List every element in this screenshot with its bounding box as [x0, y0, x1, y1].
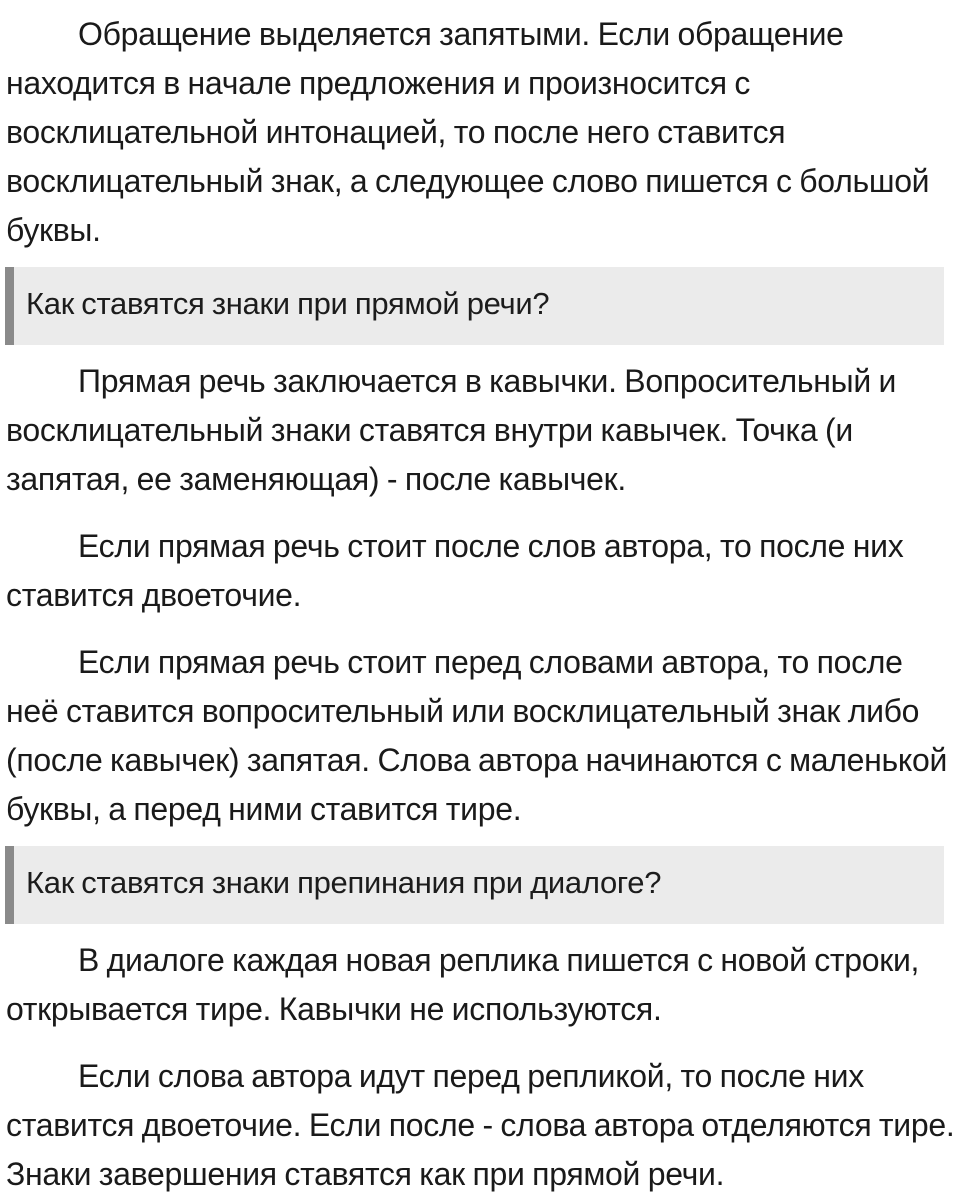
paragraph-dialogue-lines: В диалоге каждая новая реплика пишется с новой строки, открывается тире. Кавычки не используются. [6, 942, 920, 1027]
paragraph-direct-speech-before-author: Если прямая речь стоит перед словами автора, то после неё ставится вопросительный или восклицательный знак либо (после кавычек) запятая. Слова автора начинаются с маленькой буквы, а перед ними ставится тире. [6, 644, 948, 827]
paragraph-direct-speech-quotes: Прямая речь заключается в кавычки. Вопросительный и восклицательный знаки ставятся внутри кавычек. Точка (и запятая, ее заменяющая) - после кавычек. [6, 363, 897, 497]
section-heading-dialogue [5, 846, 944, 924]
paragraph-dialogue-author-words: Если слова автора идут перед репликой, то после них ставится двоеточие. Если после - слова автора отделяются тире. Знаки завершения ставятся как при прямой речи. [6, 1058, 955, 1192]
section-heading-text: Как ставятся знаки препинания при диалоге? [26, 865, 662, 900]
section-heading-direct-speech [5, 267, 944, 345]
spacer [6, 255, 960, 267]
paragraph-address-punctuation: Обращение выделяется запятыми. Если обращение находится в начале предложения и произносится с восклицательной интонацией, то после него ставится восклицательный знак, а следующее слово пишется с большой буквы. [6, 16, 930, 248]
spacer [6, 620, 960, 638]
spacer [6, 924, 960, 936]
spacer [6, 834, 960, 846]
section-heading-text: Как ставятся знаки при прямой речи? [26, 286, 550, 321]
paragraph-direct-speech-after-author: Если прямая речь стоит после слов автора, то после них ставится двоеточие. [6, 528, 904, 613]
spacer [6, 504, 960, 522]
spacer [6, 345, 960, 357]
spacer [6, 1034, 960, 1052]
